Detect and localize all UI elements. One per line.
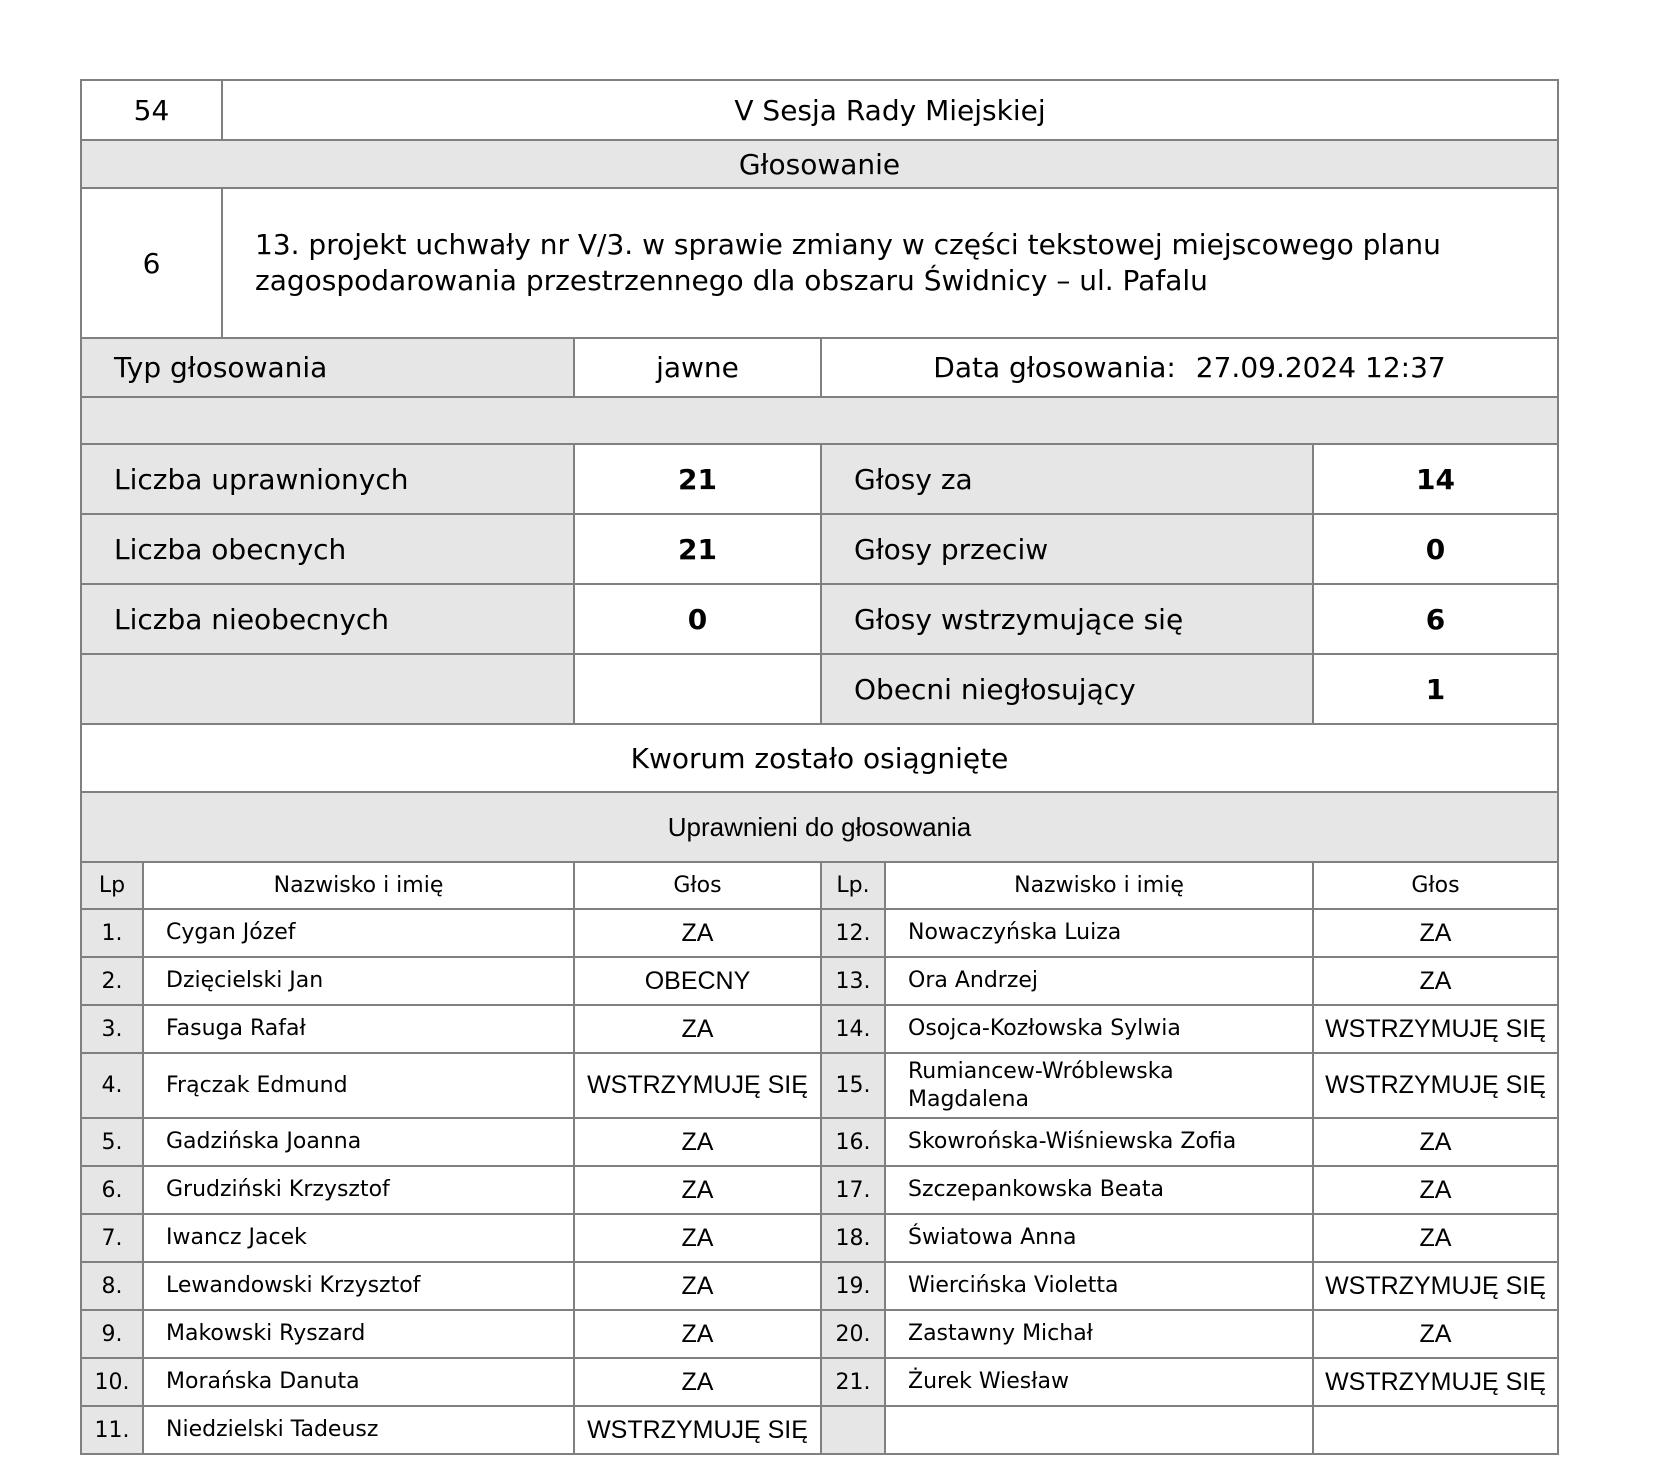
voter-vote: WSTRZYMUJĘ SIĘ	[1314, 1006, 1559, 1054]
stats-row	[80, 515, 1559, 585]
voter-name: Iwancz Jacek	[144, 1215, 575, 1263]
stat-value: 21	[575, 515, 822, 585]
voter-vote: ZA	[575, 910, 822, 958]
voter-lp: 15.	[822, 1054, 886, 1119]
vote-info-row	[80, 339, 1559, 398]
voter-vote: ZA	[575, 1215, 822, 1263]
vote-date	[822, 339, 1559, 398]
item-row	[80, 189, 1559, 339]
item-number: 6	[82, 189, 223, 339]
stat-label: Liczba nieobecnych	[82, 585, 575, 655]
voter-name: Zastawny Michał	[886, 1311, 1314, 1359]
quorum-status: Kworum zostało osiągnięte	[82, 725, 1559, 793]
voter-name: Wiercińska Violetta	[886, 1263, 1314, 1311]
voter-name: Dzięcielski Jan	[144, 958, 575, 1006]
voter-name: Morańska Danuta	[144, 1359, 575, 1407]
column-lp: Lp.	[822, 863, 886, 910]
voter-name: Szczepankowska Beata	[886, 1167, 1314, 1215]
voter-vote: ZA	[575, 1263, 822, 1311]
voter-vote: ZA	[575, 1359, 822, 1407]
voter-vote: ZA	[575, 1167, 822, 1215]
stat-label: Liczba obecnych	[82, 515, 575, 585]
stats-row	[80, 655, 1559, 725]
voter-vote: WSTRZYMUJĘ SIĘ	[575, 1407, 822, 1455]
voter-vote: ZA	[575, 1119, 822, 1167]
session-title: V Sesja Rady Miejskiej	[223, 81, 1559, 141]
table-row	[80, 1119, 1559, 1167]
voter-lp: 17.	[822, 1167, 886, 1215]
voter-lp: 18.	[822, 1215, 886, 1263]
voter-lp: 10.	[82, 1359, 144, 1407]
voter-lp: 7.	[82, 1215, 144, 1263]
voter-lp: 12.	[822, 910, 886, 958]
item-description	[223, 189, 1559, 339]
voter-lp: 16.	[822, 1119, 886, 1167]
voter-name: Skowrońska-Wiśniewska Zofia	[886, 1119, 1314, 1167]
session-number: 54	[82, 81, 223, 141]
stat-label-empty	[82, 655, 575, 725]
voter-vote: WSTRZYMUJĘ SIĘ	[1314, 1359, 1559, 1407]
voter-name: Grudziński Krzysztof	[144, 1167, 575, 1215]
voter-name: Żurek Wiesław	[886, 1359, 1314, 1407]
table-row	[80, 1167, 1559, 1215]
voter-vote: ZA	[1314, 910, 1559, 958]
vote-type-value: jawne	[575, 339, 822, 398]
voter-name: Światowa Anna	[886, 1215, 1314, 1263]
table-row	[80, 1215, 1559, 1263]
stats-row	[80, 585, 1559, 655]
section-title: Głosowanie	[82, 141, 1559, 189]
voter-vote: WSTRZYMUJĘ SIĘ	[575, 1054, 822, 1119]
voter-name: Fasuga Rafał	[144, 1006, 575, 1054]
stat-label: Liczba uprawnionych	[82, 445, 575, 515]
voter-vote: WSTRZYMUJĘ SIĘ	[1314, 1054, 1559, 1119]
table-row	[80, 1311, 1559, 1359]
voter-name-line1: Rumiancew-Wróblewska	[908, 1058, 1174, 1084]
vote-date-value: 27.09.2024 12:37	[1195, 351, 1446, 384]
voter-lp: 11.	[82, 1407, 144, 1455]
voter-lp: 5.	[82, 1119, 144, 1167]
column-vote: Głos	[575, 863, 822, 910]
stats-row	[80, 445, 1559, 515]
voter-lp: 14.	[822, 1006, 886, 1054]
voters-header-row	[80, 863, 1559, 910]
voter-vote: ZA	[1314, 958, 1559, 1006]
voter-lp: 1.	[82, 910, 144, 958]
voter-lp: 8.	[82, 1263, 144, 1311]
voter-lp: 4.	[82, 1054, 144, 1119]
voter-lp: 13.	[822, 958, 886, 1006]
voter-lp: 19.	[822, 1263, 886, 1311]
voters-title: Uprawnieni do głosowania	[82, 793, 1559, 863]
voter-vote: WSTRZYMUJĘ SIĘ	[1314, 1263, 1559, 1311]
voter-name: Lewandowski Krzysztof	[144, 1263, 575, 1311]
voter-lp: 2.	[82, 958, 144, 1006]
voter-lp: 21.	[822, 1359, 886, 1407]
voter-name	[886, 1054, 1314, 1119]
vote-type-label: Typ głosowania	[82, 339, 575, 398]
spacer-cell	[82, 398, 1559, 445]
header-row	[80, 79, 1559, 141]
voter-name: Niedzielski Tadeusz	[144, 1407, 575, 1455]
stat-value: 14	[1314, 445, 1559, 515]
table-row	[80, 1263, 1559, 1311]
stat-label: Głosy przeciw	[822, 515, 1314, 585]
table-row	[80, 1359, 1559, 1407]
voter-vote: ZA	[1314, 1167, 1559, 1215]
voter-vote: ZA	[1314, 1311, 1559, 1359]
voter-name: Gadzińska Joanna	[144, 1119, 575, 1167]
stat-label: Głosy wstrzymujące się	[822, 585, 1314, 655]
voter-name-line2: Magdalena	[908, 1086, 1029, 1112]
voting-record-document	[80, 79, 1559, 1455]
voter-vote-empty	[1314, 1407, 1559, 1455]
voter-vote: ZA	[575, 1006, 822, 1054]
voter-lp: 20.	[822, 1311, 886, 1359]
voter-name: Ora Andrzej	[886, 958, 1314, 1006]
stat-value: 6	[1314, 585, 1559, 655]
column-name: Nazwisko i imię	[144, 863, 575, 910]
column-name: Nazwisko i imię	[886, 863, 1314, 910]
voter-vote: OBECNY	[575, 958, 822, 1006]
voter-name: Makowski Ryszard	[144, 1311, 575, 1359]
table-row	[80, 958, 1559, 1006]
voter-name: Frączak Edmund	[144, 1054, 575, 1119]
voter-vote: ZA	[1314, 1119, 1559, 1167]
stat-value: 0	[1314, 515, 1559, 585]
column-lp: Lp	[82, 863, 144, 910]
voter-name: Cygan Józef	[144, 910, 575, 958]
stat-label: Głosy za	[822, 445, 1314, 515]
quorum-row	[80, 725, 1559, 793]
voter-name: Nowaczyńska Luiza	[886, 910, 1314, 958]
vote-date-label: Data głosowania:	[933, 351, 1176, 384]
voter-lp-empty	[822, 1407, 886, 1455]
voters-title-row	[80, 793, 1559, 863]
item-description-line2: zagospodarowania przestrzennego dla obszaru Świdnicy – ul. Pafalu	[255, 264, 1208, 297]
voter-vote: ZA	[575, 1311, 822, 1359]
voter-lp: 6.	[82, 1167, 144, 1215]
table-row	[80, 1407, 1559, 1455]
voter-name-empty	[886, 1407, 1314, 1455]
table-row	[80, 910, 1559, 958]
stat-value: 1	[1314, 655, 1559, 725]
stat-value-empty	[575, 655, 822, 725]
stat-value: 0	[575, 585, 822, 655]
spacer-row	[80, 398, 1559, 445]
column-vote: Głos	[1314, 863, 1559, 910]
stat-value: 21	[575, 445, 822, 515]
voter-lp: 9.	[82, 1311, 144, 1359]
voter-lp: 3.	[82, 1006, 144, 1054]
voter-vote: ZA	[1314, 1215, 1559, 1263]
voter-name: Osojca-Kozłowska Sylwia	[886, 1006, 1314, 1054]
table-row	[80, 1006, 1559, 1054]
stat-label: Obecni niegłosujący	[822, 655, 1314, 725]
item-description-line1: 13. projekt uchwały nr V/3. w sprawie zmiany w części tekstowej miejscowego planu	[255, 228, 1441, 261]
section-title-row	[80, 141, 1559, 189]
table-row	[80, 1054, 1559, 1119]
